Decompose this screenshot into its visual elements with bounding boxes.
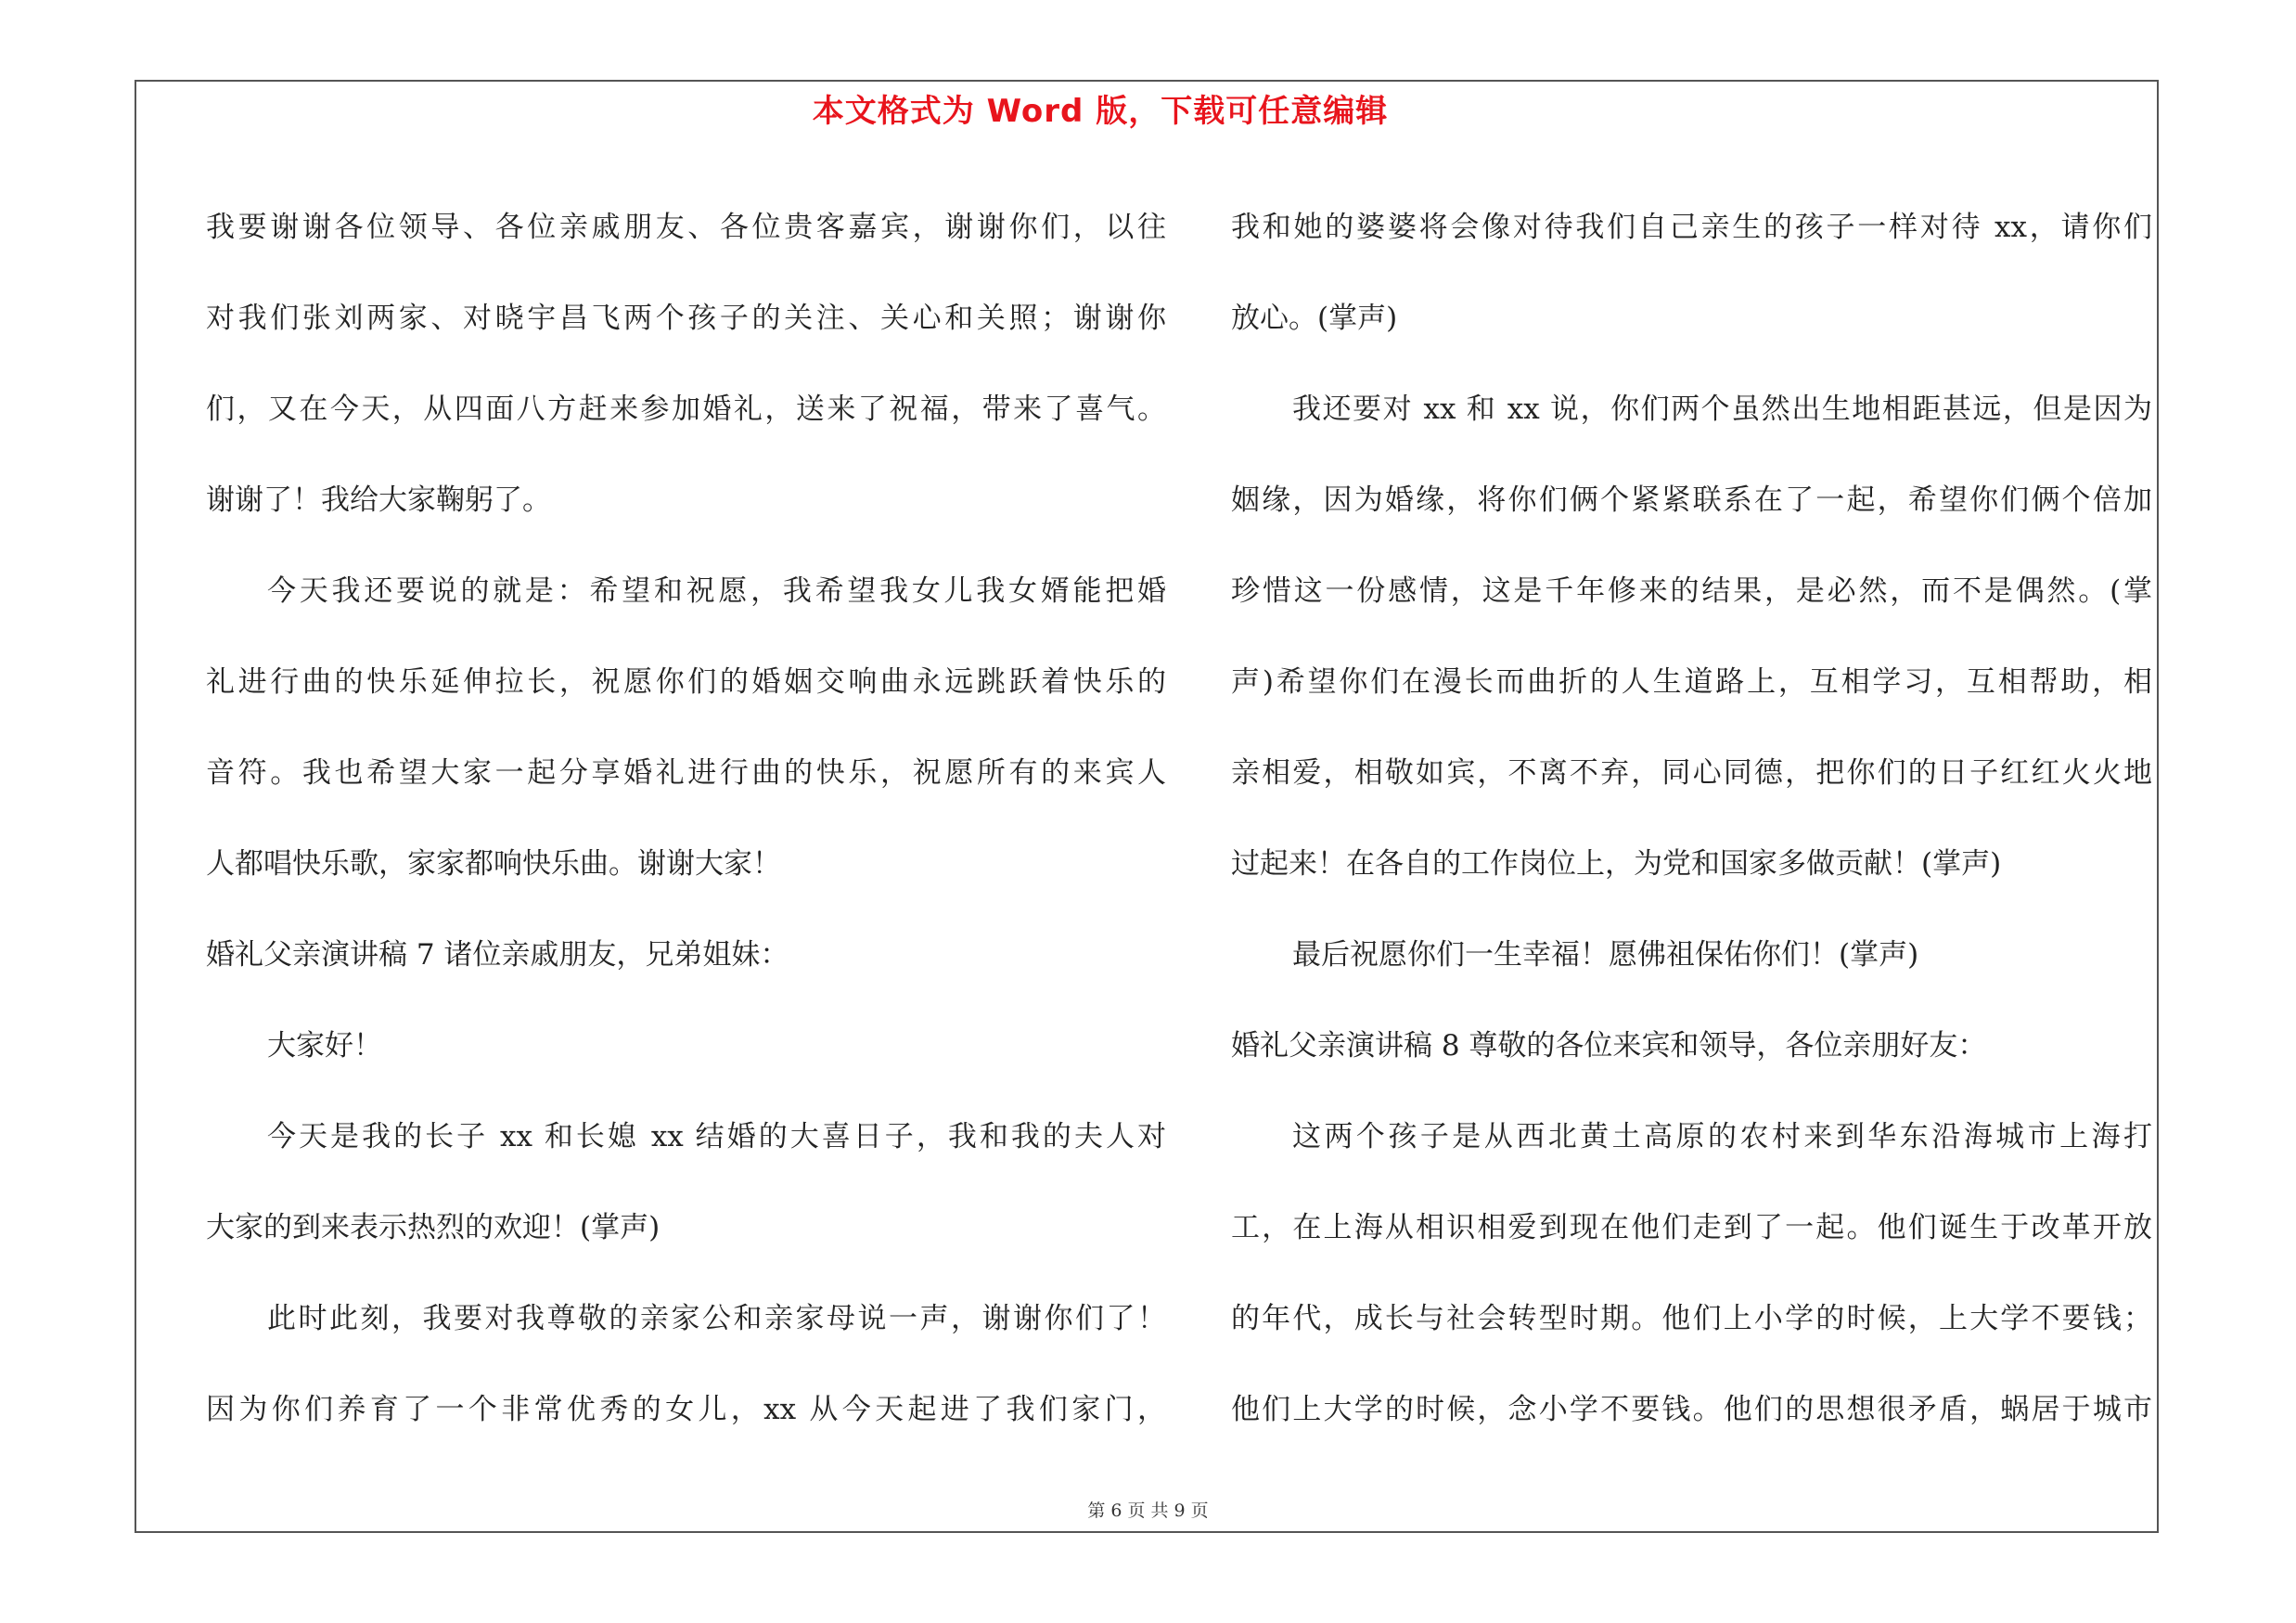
text-line: 我和她的婆婆将会像对待我们自己亲生的孩子一样对待 xx，请你们 xyxy=(1231,211,2152,244)
text-line: 人都唱快乐歌，家家都响快乐曲。谢谢大家！ xyxy=(206,847,781,881)
text-line: 声)希望你们在漫长而曲折的人生道路上，互相学习，互相帮助，相 xyxy=(1231,665,2152,699)
text-line: 最后祝愿你们一生幸福！愿佛祖保佑你们！(掌声) xyxy=(1292,938,1919,972)
text-line: 他们上大学的时候，念小学不要钱。他们的思想很矛盾，蜗居于城市 xyxy=(1231,1393,2152,1426)
page-number-footer: 第 6 页 共 9 页 xyxy=(1087,1501,1209,1521)
text-line: 今天我还要说的就是：希望和祝愿，我希望我女儿我女婿能把婚 xyxy=(267,574,1166,608)
text-line: 珍惜这一份感情，这是千年修来的结果，是必然，而不是偶然。(掌 xyxy=(1231,574,2152,608)
section-heading-8: 婚礼父亲演讲稿 8 尊敬的各位来宾和领导，各位亲朋好友： xyxy=(1231,1029,1987,1063)
text-line: 姻缘，因为婚缘，将你们俩个紧紧联系在了一起，希望你们俩个倍加 xyxy=(1231,483,2152,517)
text-line: 们，又在今天，从四面八方赶来参加婚礼，送来了祝福，带来了喜气。 xyxy=(206,393,1166,426)
text-line: 我要谢谢各位领导、各位亲戚朋友、各位贵客嘉宾，谢谢你们，以往 xyxy=(206,211,1166,244)
section-heading-7: 婚礼父亲演讲稿 7 诸位亲戚朋友，兄弟姐妹： xyxy=(206,938,789,972)
text-line: 放心。(掌声) xyxy=(1231,302,1398,335)
text-line: 音符。我也希望大家一起分享婚礼进行曲的快乐，祝愿所有的来宾人 xyxy=(206,756,1166,790)
word-format-banner: 本文格式为 Word 版，下载可任意编辑 xyxy=(812,93,1389,130)
text-line: 这两个孩子是从西北黄土高原的农村来到华东沿海城市上海打 xyxy=(1292,1120,2152,1153)
text-line: 谢谢了！我给大家鞠躬了。 xyxy=(206,483,551,517)
text-line: 今天是我的长子 xx 和长媳 xx 结婚的大喜日子，我和我的夫人对 xyxy=(267,1120,1166,1153)
text-line: 我还要对 xx 和 xx 说，你们两个虽然出生地相距甚远，但是因为 xyxy=(1292,393,2152,426)
left-text-column xyxy=(206,182,1166,1455)
text-line: 礼进行曲的快乐延伸拉长，祝愿你们的婚姻交响曲永远跳跃着快乐的 xyxy=(206,665,1166,699)
right-text-column xyxy=(1231,182,2152,1455)
text-line: 的年代，成长与社会转型时期。他们上小学的时候，上大学不要钱； xyxy=(1231,1302,2152,1335)
text-line: 此时此刻，我要对我尊敬的亲家公和亲家母说一声，谢谢你们了！ xyxy=(267,1302,1166,1335)
text-line: 大家好！ xyxy=(267,1029,382,1063)
text-line: 因为你们养育了一个非常优秀的女儿，xx 从今天起进了我们家门， xyxy=(206,1393,1166,1426)
text-line: 对我们张刘两家、对晓宇昌飞两个孩子的关注、关心和关照；谢谢你 xyxy=(206,302,1166,335)
text-line: 过起来！在各自的工作岗位上，为党和国家多做贡献！(掌声) xyxy=(1231,847,2002,881)
text-line: 大家的到来表示热烈的欢迎！(掌声) xyxy=(206,1211,661,1244)
text-line: 亲相爱，相敬如宾，不离不弃，同心同德，把你们的日子红红火火地 xyxy=(1231,756,2152,790)
text-line: 工，在上海从相识相爱到现在他们走到了一起。他们诞生于改革开放 xyxy=(1231,1211,2152,1244)
